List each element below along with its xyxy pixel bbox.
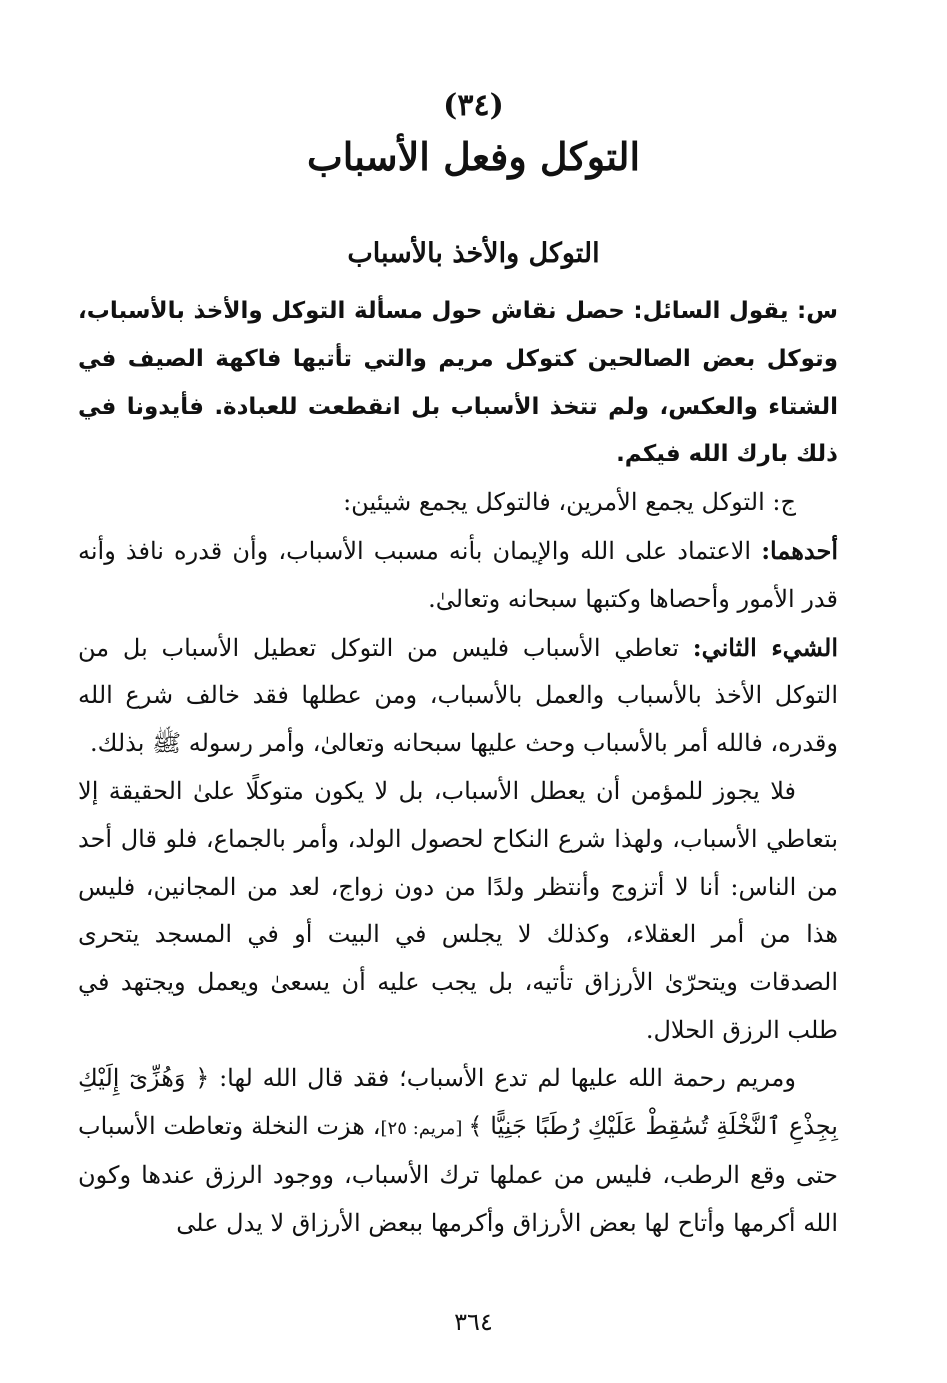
paragraph-4-rest: ، هزت النخلة وتعاطت الأسباب حتى وقع الرطب، فليس من عملها ترك الأسباب، ووجود الرزق عندها وكون الله أكرمها وأتاح لها بعض الأرزاق وأكرمها ببعض الأرزاق لا يدل على — [78, 1111, 838, 1238]
first-point-text: الاعتماد على الله والإيمان بأنه مسبب الأسباب، وأن قدره نافذ وأنه قدر الأمور وأحصاها وكتبها سبحانه وتعالىٰ. — [78, 536, 838, 613]
section-subtitle: التوكل والأخذ بالأسباب — [347, 238, 600, 269]
answer-intro: ج: التوكل يجمع الأمرين، فالتوكل يجمع شيئين: — [343, 488, 796, 517]
chapter-number: (٣٤) — [443, 88, 504, 123]
quran-verse: ﴿ وَهُزِّىٓ إِلَيْكِ بِجِذْعِ ٱلنَّخْلَةِ تُسَٰقِطْ عَلَيْكِ رُطَبًا جَنِيًّا ﴾ — [78, 1063, 838, 1140]
second-point-label: الشيء الثاني: — [692, 632, 838, 662]
paragraph-4-start: ومريم رحمة الله عليها لم تدع الأسباب؛ فقد قال الله لها: — [209, 1063, 796, 1092]
quran-reference: [مريم: ٢٥] — [380, 1117, 469, 1139]
chapter-title: التوكل وفعل الأسباب — [306, 134, 641, 179]
first-point — [78, 527, 838, 624]
question-paragraph: س: يقول السائل: حصل نقاش حول مسألة التوكل والأخذ بالأسباب، وتوكل بعض الصالحين كتوكل مريم والتي تأتيها فاكهة الصيف في الشتاء والعكس، ولم تتخذ الأسباب بل انقطعت للعبادة. فأيدونا في ذلك بارك الله فيكم. — [78, 298, 838, 468]
body-text — [78, 288, 838, 1248]
second-point-text: تعاطي الأسباب فليس من التوكل تعطيل الأسباب بل من التوكل الأخذ بالأسباب والعمل بالأسباب، ومن عطلها فقد خالف شرع الله وقدره، فالله أمر بالأسباب وحث عليها سبحانه وتعالىٰ، وأمر رسوله ﷺ بذلك. — [78, 633, 838, 758]
paragraph-3: فلا يجوز للمؤمن أن يعطل الأسباب، بل لا يكون متوكلًا علىٰ الحقيقة إلا بتعاطي الأسباب، ولهذا شرع النكاح لحصول الولد، وأمر بالجماع، فلو قال أحد من الناس: أنا لا أتزوج وأنتظر ولدًا من دون زواج، لعد من المجانين، فليس هذا من أمر العقلاء، وكذلك لا يجلس في البيت أو في المسجد يتحرى الصدقات ويتحرّىٰ الأرزاق تأتيه، بل يجب عليه أن يسعىٰ ويعمل ويجتهد في طلب الرزق الحلال. — [78, 776, 838, 1044]
paragraph-4 — [78, 1055, 838, 1248]
first-point-label: أحدهما: — [761, 535, 838, 565]
page-number: ٣٦٤ — [454, 1308, 493, 1336]
second-point — [78, 624, 838, 768]
